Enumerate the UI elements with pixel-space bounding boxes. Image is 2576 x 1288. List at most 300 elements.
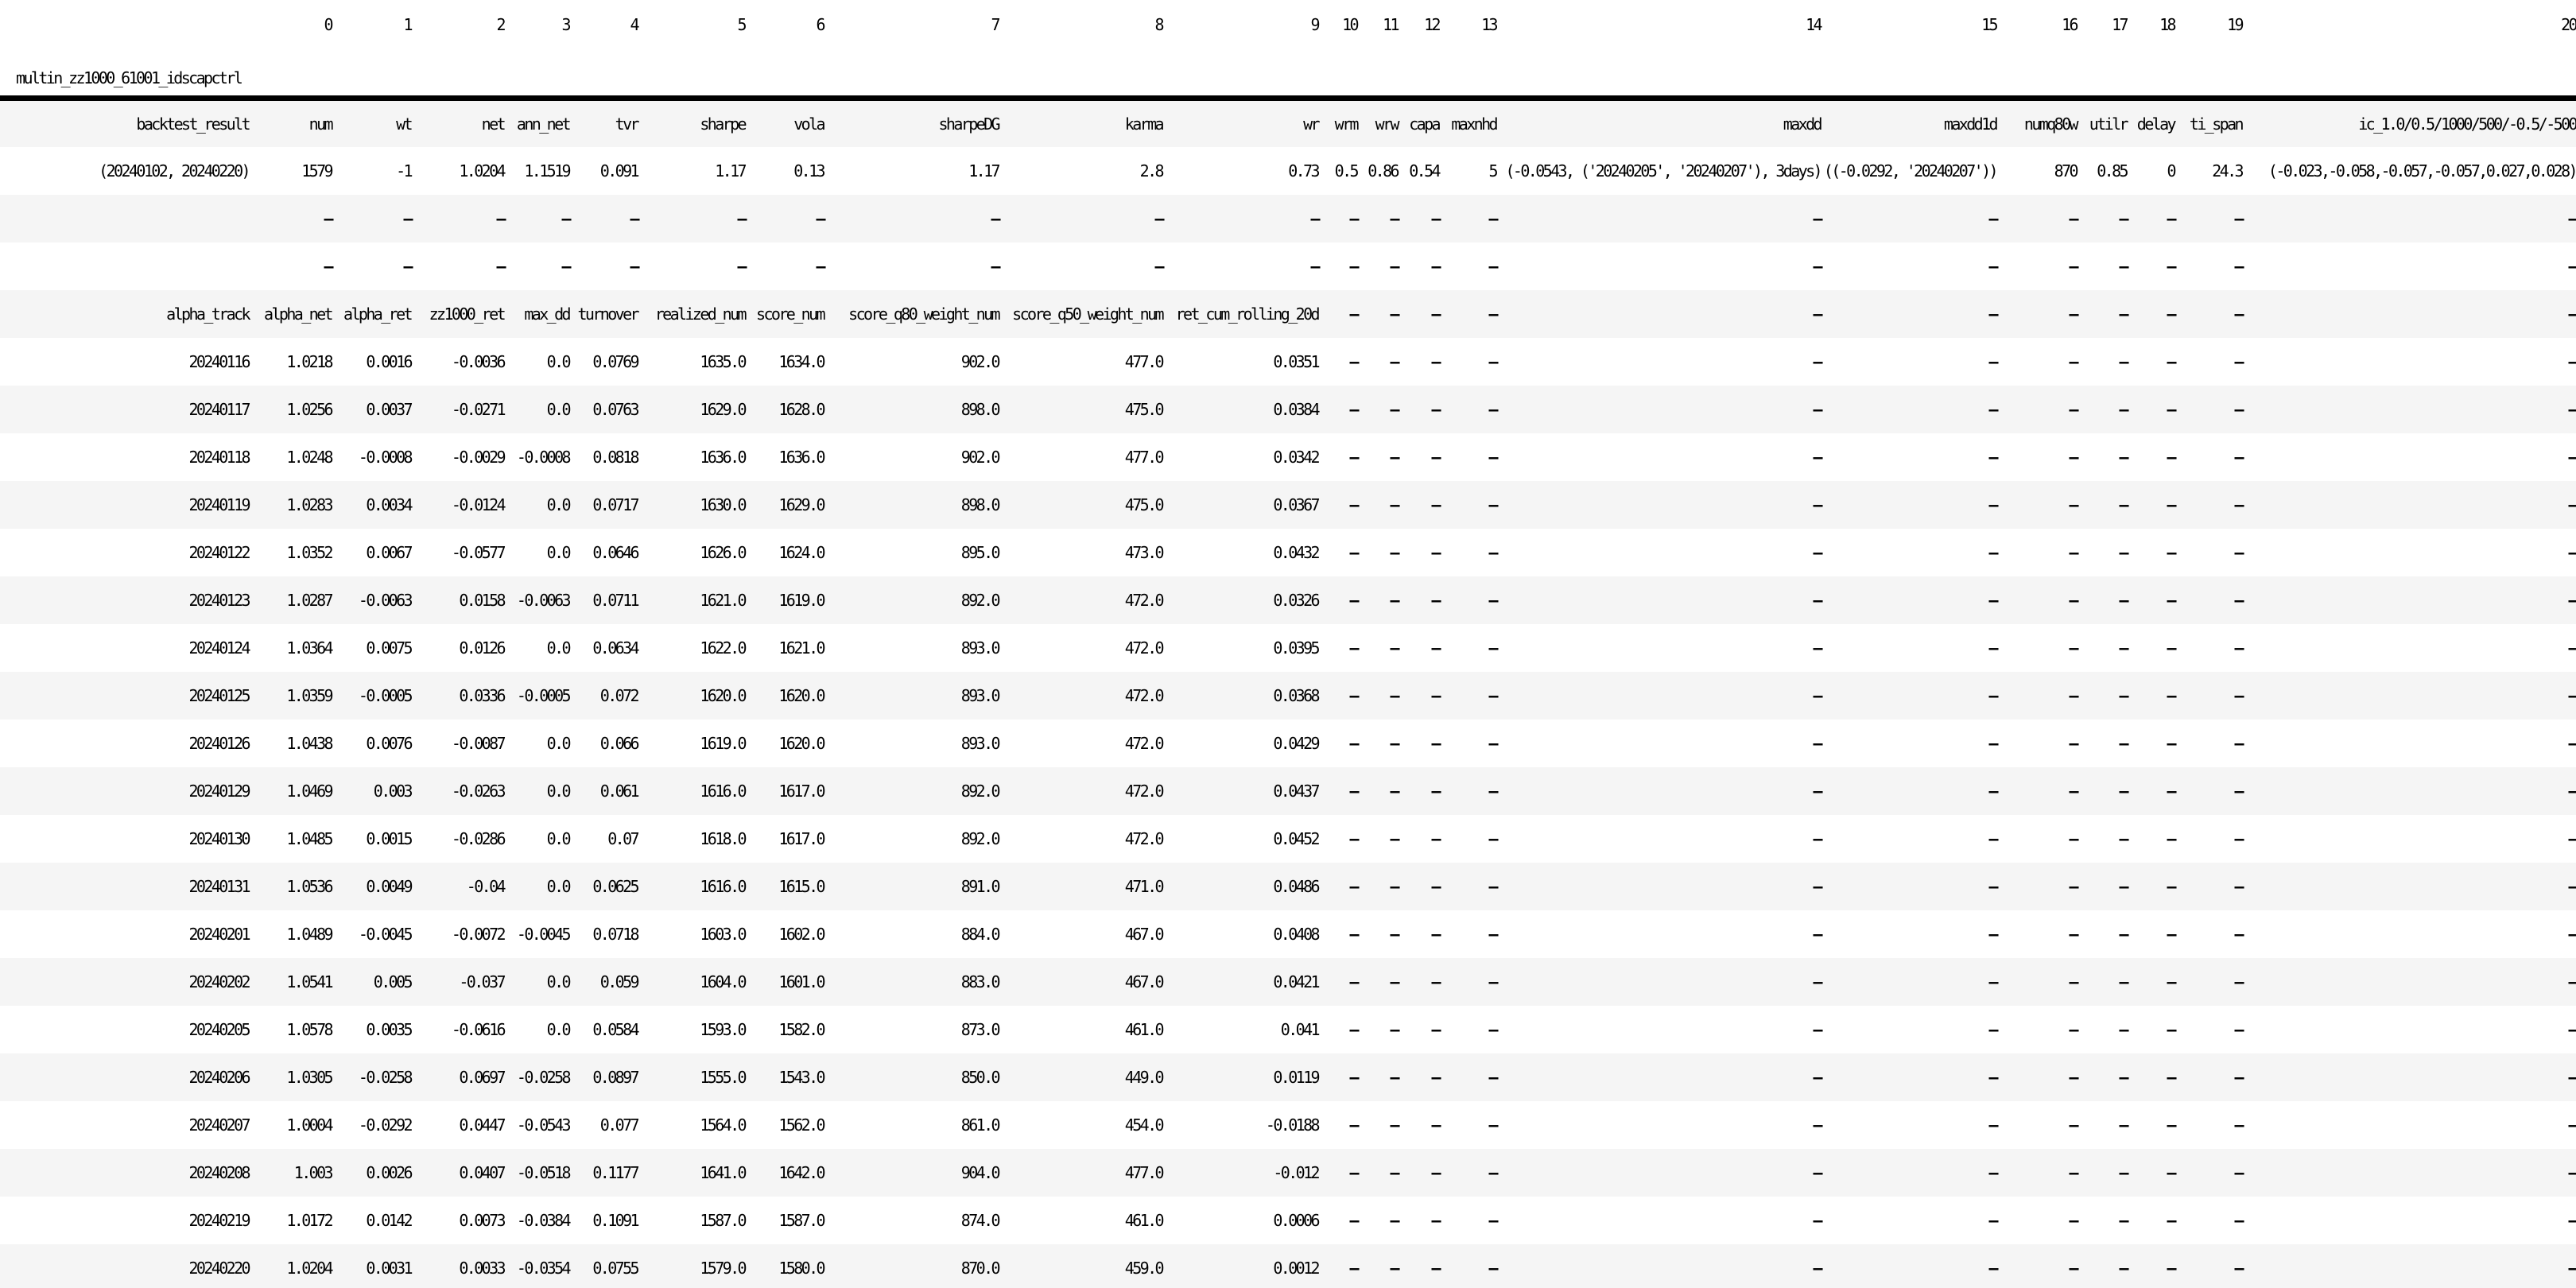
table-cell: — [561,257,569,276]
table-cell: — [2069,448,2077,467]
table-cell: — [1431,448,1439,467]
table-cell: 20240205 [188,1020,249,1039]
table-cell: — [1154,209,1162,228]
table-cell: — [2119,1115,2127,1135]
table-cell: — [1488,1020,1496,1039]
table-cell: — [1488,686,1496,705]
table-cell: 895.0 [960,543,999,562]
table-cell: — [2069,209,2077,228]
column-header: delay [2136,114,2174,134]
table-cell: 1635.0 [700,352,745,371]
column-index-label: 7 [991,15,999,34]
table-cell: — [1431,829,1439,848]
table-cell: — [1349,257,1357,276]
column-header: — [2119,305,2127,324]
table-cell: — [1488,877,1496,896]
table-cell: — [1488,1211,1496,1230]
table-cell: — [2568,448,2576,467]
table-cell: -0.0036 [451,352,504,371]
table-row [0,910,2576,958]
table-cell: 20240201 [188,925,249,944]
table-cell: — [1813,829,1821,848]
table-cell: 472.0 [1124,591,1162,610]
table-cell: — [1988,877,1996,896]
table-cell: 1543.0 [778,1068,824,1087]
table-row [0,1244,2576,1288]
table-cell: 892.0 [960,782,999,801]
table-row [0,338,2576,386]
table-row [0,720,2576,767]
table-cell: — [1390,829,1398,848]
table-cell: — [1988,829,1996,848]
table-cell: -0.0188 [1265,1115,1318,1135]
table-cell: — [2069,638,2077,658]
table-cell: — [2167,591,2174,610]
table-cell: 0.091 [599,161,638,180]
table-cell: 0.0158 [459,591,504,610]
table-cell: -0.0029 [451,448,504,467]
column-index-label: 3 [561,15,569,34]
column-header: ret_cum_rolling_20d [1175,305,1318,324]
table-cell: — [2069,686,2077,705]
table-cell: 1620.0 [778,686,824,705]
table-cell: — [1488,734,1496,753]
table-cell: 467.0 [1124,972,1162,991]
table-cell: — [1390,925,1398,944]
table-cell: 1555.0 [700,1068,745,1087]
column-header: net [481,114,504,134]
table-cell: -0.0577 [451,543,504,562]
table-cell: — [2069,400,2077,419]
table-cell: 475.0 [1124,400,1162,419]
table-cell: — [2069,543,2077,562]
table-cell: 0.0016 [366,352,411,371]
table-cell: — [1431,495,1439,514]
table-cell: 1615.0 [778,877,824,896]
table-cell: — [2234,448,2242,467]
table-cell: 0.0142 [366,1211,411,1230]
table-cell: — [991,257,999,276]
table-cell: 20240123 [188,591,249,610]
table-cell: 0.0006 [1273,1211,1318,1230]
table-cell: 898.0 [960,400,999,419]
table-cell: — [1349,495,1357,514]
column-header: — [1390,305,1398,324]
table-cell: — [1813,1020,1821,1039]
table-cell: -0.0063 [358,591,411,610]
table-cell: 1.0287 [286,591,332,610]
table-cell: -0.0005 [358,686,411,705]
column-index-label: 18 [2159,15,2174,34]
table-cell: 1.0536 [286,877,332,896]
table-cell: 0.0763 [592,400,638,419]
table-cell: 0.0015 [366,829,411,848]
table-cell: — [1431,638,1439,658]
column-index-label: 13 [1481,15,1496,34]
table-cell: 459.0 [1124,1259,1162,1278]
table-cell: — [2167,495,2174,514]
table-cell: — [2568,257,2576,276]
table-cell: — [2234,1068,2242,1087]
table-cell: 0.0486 [1273,877,1318,896]
table-cell: 20240208 [188,1163,249,1182]
column-header: maxdd [1783,114,1821,134]
table-cell: 20240130 [188,829,249,848]
table-cell: — [2119,638,2127,658]
table-cell: 2.8 [1139,161,1162,180]
table-cell: 0.13 [793,161,824,180]
table-cell: 5 [1488,161,1496,180]
table-cell: 0.54 [1409,161,1439,180]
table-cell: 0.059 [599,972,638,991]
table-row [0,386,2576,433]
column-header: ic_1.0/0.5/1000/500/-0.5/-500 [2358,114,2576,134]
column-header: score_q50_weight_num [1012,305,1162,324]
table-cell: — [2119,1259,2127,1278]
table-cell: 1619.0 [778,591,824,610]
column-index-label: 9 [1310,15,1318,34]
table-cell: 1636.0 [778,448,824,467]
table-cell: — [2234,1020,2242,1039]
table-cell: 472.0 [1124,638,1162,658]
table-row [0,481,2576,529]
table-cell: 0.0012 [1273,1259,1318,1278]
table-cell: — [1488,400,1496,419]
table-row [0,863,2576,910]
table-cell: 0.1091 [592,1211,638,1230]
column-index-label: 16 [2062,15,2077,34]
column-index-label: 8 [1154,15,1162,34]
table-row [0,767,2576,815]
table-cell: — [1349,972,1357,991]
table-cell: — [2234,400,2242,419]
table-cell: — [2167,448,2174,467]
table-cell: 850.0 [960,1068,999,1087]
table-cell: — [2167,1115,2174,1135]
table-cell: — [1390,209,1398,228]
table-cell: 20240125 [188,686,249,705]
column-header: tvr [615,114,638,134]
table-cell: 20240206 [188,1068,249,1087]
table-cell: — [1390,400,1398,419]
table-cell: 1.0305 [286,1068,332,1087]
table-cell: 0.061 [599,782,638,801]
table-cell: — [2119,591,2127,610]
table-cell: 1.0485 [286,829,332,848]
table-cell: — [1813,1163,1821,1182]
table-cell: — [1488,209,1496,228]
column-header: wr [1303,114,1318,134]
table-cell: 0.0 [546,638,569,658]
table-cell: 1628.0 [778,400,824,419]
table-cell: 20240117 [188,400,249,419]
table-cell: 1.17 [715,161,745,180]
table-cell: 0.0646 [592,543,638,562]
table-cell: 467.0 [1124,925,1162,944]
table-cell: — [1813,877,1821,896]
table-cell: — [2167,686,2174,705]
table-cell: 1630.0 [700,495,745,514]
table-cell: — [1488,257,1496,276]
table-cell: — [1390,257,1398,276]
column-header: — [1349,305,1357,324]
table-cell: 1.0541 [286,972,332,991]
table-cell: 1.0469 [286,782,332,801]
column-index-label: 12 [1424,15,1439,34]
table-cell: — [2568,400,2576,419]
table-cell: — [1431,257,1439,276]
column-header: wrm [1334,114,1357,134]
table-cell: 0.0026 [366,1163,411,1182]
column-header: score_q80_weight_num [848,305,999,324]
table-cell: 0.0711 [592,591,638,610]
column-header: utilr [2089,114,2127,134]
table-cell: — [2167,1211,2174,1230]
table-cell: — [2069,1259,2077,1278]
table-cell: — [1390,495,1398,514]
table-cell: — [2568,1115,2576,1135]
table-cell: 1619.0 [700,734,745,753]
table-cell: 0.0717 [592,495,638,514]
table-cell: 1.0489 [286,925,332,944]
table-cell: — [2167,1163,2174,1182]
table-cell: — [1349,829,1357,848]
table-cell: — [496,209,504,228]
table-cell: — [2568,495,2576,514]
table-cell: 20240124 [188,638,249,658]
column-header: — [1988,305,1996,324]
table-cell: — [737,257,745,276]
table-cell: — [1349,1115,1357,1135]
table-cell: 1621.0 [778,638,824,658]
table-cell: 0.0408 [1273,925,1318,944]
table-cell: — [2119,543,2127,562]
table-cell: 0.1177 [592,1163,638,1182]
table-cell: — [2234,209,2242,228]
table-cell: — [816,257,824,276]
table-cell: — [1349,782,1357,801]
table-cell: — [1349,1259,1357,1278]
table-cell: 20240207 [188,1115,249,1135]
table-cell: 24.3 [2212,161,2242,180]
table-cell: 1603.0 [700,925,745,944]
table-cell: 1.0204 [286,1259,332,1278]
table-cell: — [1431,734,1439,753]
table-cell: — [630,257,638,276]
table-cell: 0.0755 [592,1259,638,1278]
column-header: — [2568,305,2576,324]
table-cell: — [1390,1211,1398,1230]
table-cell: 1579.0 [700,1259,745,1278]
table-cell: 20240219 [188,1211,249,1230]
table-cell: — [1813,352,1821,371]
table-cell: -0.04 [466,877,504,896]
column-header: — [1488,305,1496,324]
column-index-label: 5 [737,15,745,34]
table-cell: — [630,209,638,228]
table-cell: 0.73 [1288,161,1318,180]
table-cell: -0.0008 [358,448,411,467]
table-cell: 1604.0 [700,972,745,991]
table-cell: 0.0897 [592,1068,638,1087]
table-cell: 1617.0 [778,829,824,848]
table-cell: — [1488,1115,1496,1135]
table-cell: — [1488,352,1496,371]
table-cell: — [1390,734,1398,753]
table-cell: — [1390,1020,1398,1039]
table-cell: — [1488,782,1496,801]
table-cell: — [2234,829,2242,848]
column-header: turnover [577,305,638,324]
table-cell: — [2119,1163,2127,1182]
table-cell: — [2568,686,2576,705]
table-cell: 1.0364 [286,638,332,658]
table-cell: — [1488,638,1496,658]
table-cell: — [2568,1068,2576,1087]
table-cell: — [2568,1259,2576,1278]
table-cell: — [2119,782,2127,801]
table-cell: 0.0119 [1273,1068,1318,1087]
table-cell: — [2119,400,2127,419]
table-cell: 0.0367 [1273,495,1318,514]
table-cell: — [1349,209,1357,228]
table-cell: 471.0 [1124,877,1162,896]
column-header: — [2234,305,2242,324]
table-cell: — [2167,1259,2174,1278]
table-cell: — [1488,495,1496,514]
table-cell: 892.0 [960,829,999,848]
table-cell: — [2234,257,2242,276]
table-cell: 20240129 [188,782,249,801]
table-cell: -0.0518 [516,1163,569,1182]
table-cell: — [1431,352,1439,371]
table-cell: 454.0 [1124,1115,1162,1135]
table-cell: 0.0076 [366,734,411,753]
table-cell: 0.0447 [459,1115,504,1135]
table-cell: — [1813,448,1821,467]
table-cell: 0.0384 [1273,400,1318,419]
table-cell: 0.0421 [1273,972,1318,991]
column-header: realized_num [654,305,745,324]
table-cell: — [2167,352,2174,371]
table-cell: — [1813,1259,1821,1278]
column-header: alpha_net [264,305,332,324]
table-cell: — [2069,734,2077,753]
dataframe-title: multin_zz1000_61001_idscapctrl [0,49,2576,99]
column-header: numq80w [2023,114,2077,134]
column-header: ti_span [2189,114,2242,134]
table-cell: 1.17 [968,161,999,180]
table-cell: 461.0 [1124,1211,1162,1230]
table-cell: — [2167,257,2174,276]
table-cell: — [1813,209,1821,228]
table-cell: — [1988,209,1996,228]
table-cell: 472.0 [1124,782,1162,801]
table-cell: -1 [396,161,411,180]
table-cell: — [2167,209,2174,228]
table-cell: — [1988,448,1996,467]
column-header: — [1813,305,1821,324]
table-cell: — [1488,1259,1496,1278]
table-cell: — [2234,591,2242,610]
table-cell: 477.0 [1124,352,1162,371]
table-cell: — [1390,782,1398,801]
table-cell: — [2568,829,2576,848]
table-cell: — [2069,972,2077,991]
table-cell: 902.0 [960,448,999,467]
table-cell: — [1988,352,1996,371]
table-cell: 0.0452 [1273,829,1318,848]
column-header: wrw [1375,114,1398,134]
table-cell: 0.07 [607,829,638,848]
column-header: capa [1409,114,1439,134]
table-cell: 0.0326 [1273,591,1318,610]
table-cell: — [496,257,504,276]
table-cell: — [1349,400,1357,419]
table-cell: — [2568,1020,2576,1039]
table-row [0,195,2576,242]
table-cell: 0.0342 [1273,448,1318,467]
table-cell: -0.0258 [358,1068,411,1087]
table-cell: 883.0 [960,972,999,991]
table-cell: 0.0818 [592,448,638,467]
table-cell: 0.0049 [366,877,411,896]
table-row [0,815,2576,863]
column-header: maxnhd [1451,114,1496,134]
table-cell: — [1488,925,1496,944]
table-cell: 0.003 [373,782,411,801]
table-cell: — [1310,257,1318,276]
table-cell: — [2167,638,2174,658]
table-cell: 1620.0 [778,734,824,753]
table-cell: -0.0124 [451,495,504,514]
table-cell: 0.0033 [459,1259,504,1278]
table-cell: — [1431,877,1439,896]
column-header: backtest_result [136,114,249,134]
table-cell: — [1988,543,1996,562]
table-cell: -0.0271 [451,400,504,419]
table-cell: — [2234,1259,2242,1278]
table-cell: — [1431,1259,1439,1278]
table-cell: ((-0.0292, '20240207')) [1823,161,1996,180]
column-header: vola [793,114,824,134]
table-cell: 0.0 [546,734,569,753]
table-cell: 904.0 [960,1163,999,1182]
table-cell: 0.0 [546,352,569,371]
table-cell: — [2119,257,2127,276]
table-cell: 0.066 [599,734,638,753]
table-cell: — [2568,1211,2576,1230]
table-cell: — [2069,591,2077,610]
table-cell: 1617.0 [778,782,824,801]
table-cell: 461.0 [1124,1020,1162,1039]
table-cell: — [816,209,824,228]
table-cell: — [1813,925,1821,944]
table-cell: (20240102, 20240220) [99,161,249,180]
table-cell: -0.0005 [516,686,569,705]
table-cell: — [2119,495,2127,514]
table-cell: -0.0045 [516,925,569,944]
table-cell: — [2167,734,2174,753]
table-cell: 1624.0 [778,543,824,562]
table-cell: — [2069,1211,2077,1230]
table-cell: — [1349,1211,1357,1230]
table-cell: — [1813,257,1821,276]
table-cell: 20240118 [188,448,249,467]
table-cell: — [1988,257,1996,276]
table-cell: — [2234,686,2242,705]
column-header: alpha_ret [343,305,411,324]
